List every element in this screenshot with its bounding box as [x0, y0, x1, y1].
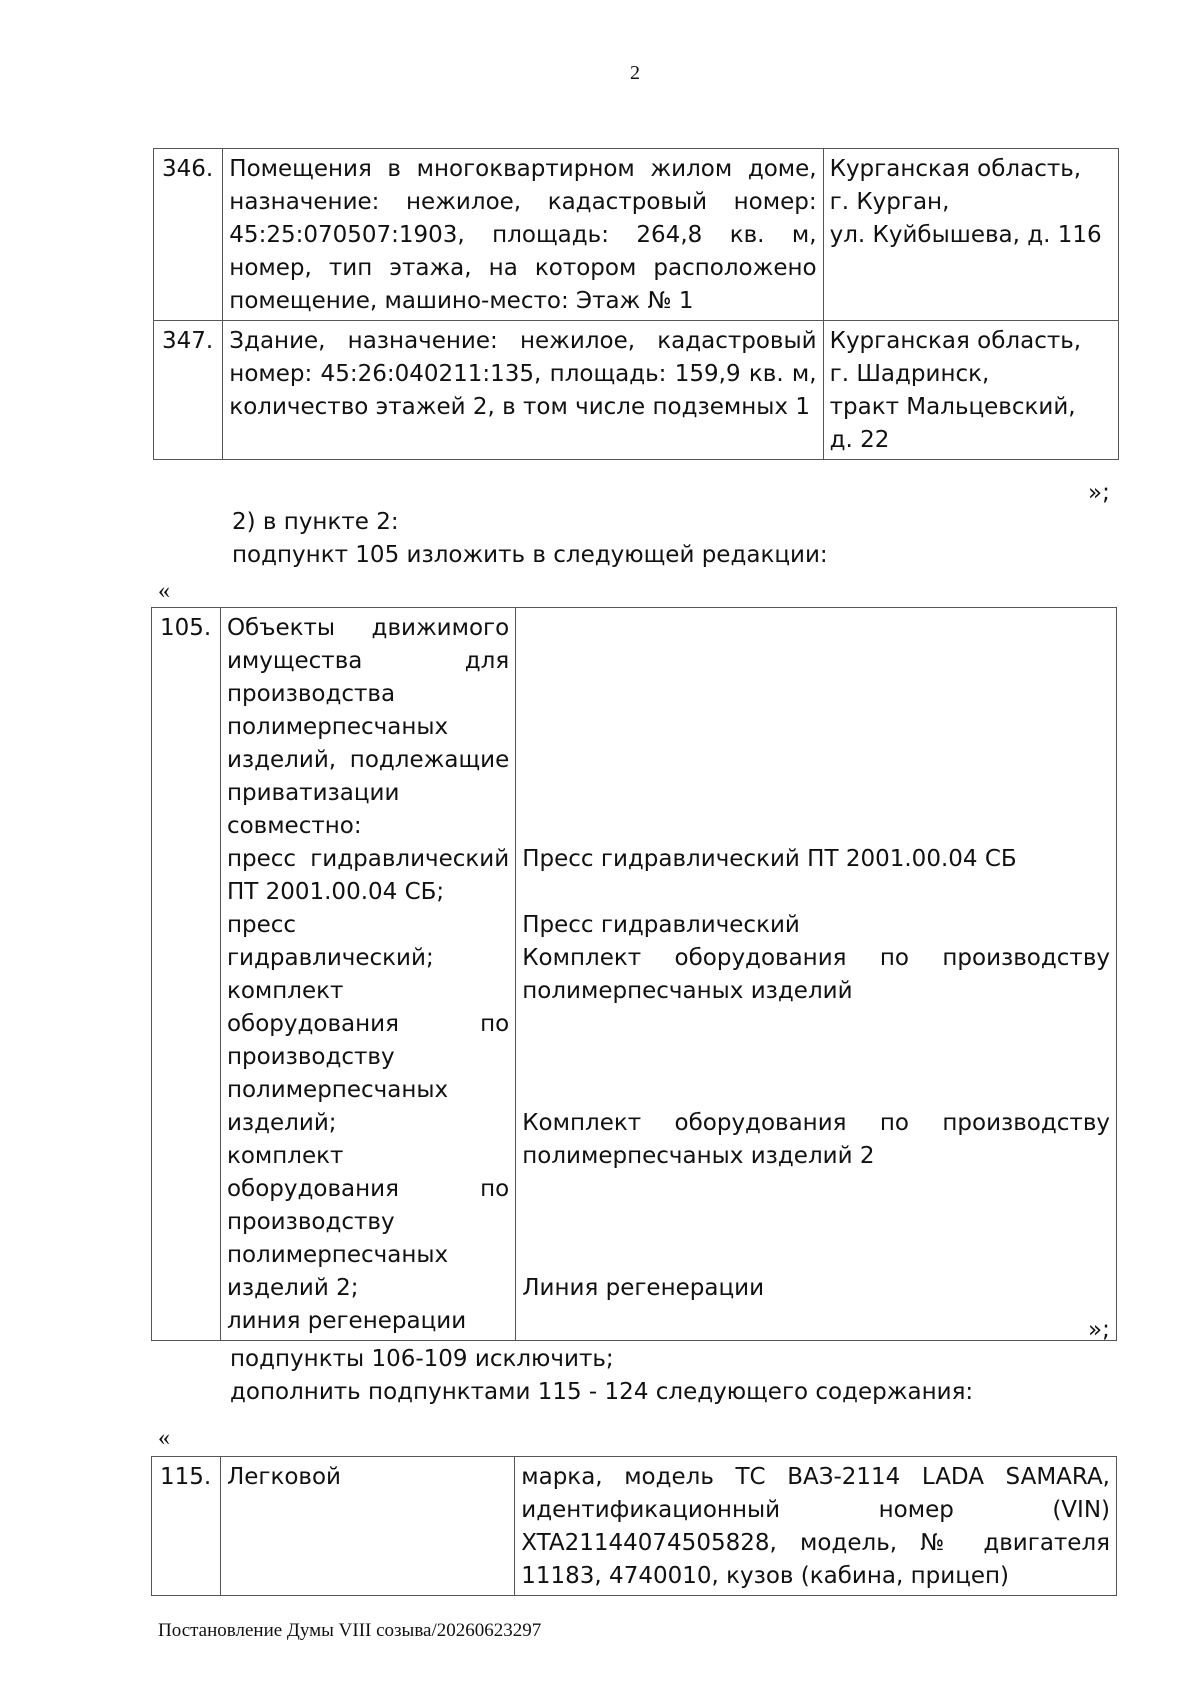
row-number: 346. — [154, 149, 223, 321]
address-line: д. 22 — [829, 427, 890, 453]
closing-quote: »; — [1088, 480, 1110, 506]
list-item: Пресс гидравлический — [522, 912, 800, 938]
address-line: г. Шадринск, — [829, 361, 990, 387]
property-address — [823, 149, 1118, 321]
property-description: Здание, назначение: нежилое, кадастровый номер: 45:26:040211:135, площадь: 159,9 кв. м, количество этажей 2, в том числе подземных 1 — [223, 321, 823, 460]
list-item: Объекты движимого имущества для производства полимерпесчаных изделий, подлежащие приватизации совместно: — [226, 615, 510, 839]
address-line: Курганская область, — [829, 156, 1082, 182]
property-description: Помещения в многоквартирном жилом доме, назначение: нежилое, кадастровый номер: 45:25:070507:1903, площадь: 264,8 кв. м, номер, тип этажа, на котором расположено помещение, машино-место: Этаж № 1 — [223, 149, 823, 321]
list-item: Комплект оборудования по производству полимерпесчаных изделий 2 — [522, 1110, 1110, 1169]
opening-quote: « — [158, 578, 170, 604]
opening-quote: « — [158, 1425, 170, 1451]
paragraph: 2) в пункте 2: — [232, 509, 399, 535]
closing-quote: »; — [1088, 1317, 1110, 1343]
list-item: Комплект оборудования по производству полимерпесчаных изделий — [522, 945, 1110, 1004]
list-item: линия регенерации — [226, 1308, 467, 1334]
page-number: 2 — [630, 62, 640, 84]
table-row — [152, 608, 1117, 1341]
row-number: 115. — [152, 1457, 221, 1596]
address-line: Курганская область, — [829, 328, 1082, 354]
vehicle-details: марка, модель ТС ВАЗ-2114 LADA SAMARA, идентификационный номер (VIN) XTA21144074505828, модель, № двигателя 11183, 4740010, кузов (кабина, прицеп) — [515, 1457, 1117, 1596]
vehicle-name: Легковой — [220, 1457, 514, 1596]
list-item: Линия регенерации — [522, 1275, 765, 1301]
list-item: пресс гидравлический ПТ 2001.00.04 СБ; — [226, 846, 510, 905]
table-row — [152, 1457, 1117, 1596]
table-row — [154, 321, 1119, 460]
row-number: 347. — [154, 321, 223, 460]
paragraph: подпункт 105 изложить в следующей редакции: — [232, 542, 828, 568]
movable-property-table — [151, 607, 1117, 1341]
paragraph: подпункты 106-109 исключить; — [230, 1346, 614, 1372]
property-list — [220, 608, 515, 1341]
table-row — [154, 149, 1119, 321]
list-item: Пресс гидравлический ПТ 2001.00.04 СБ — [522, 846, 1017, 872]
property-address — [823, 321, 1118, 460]
address-line: г. Курган, — [829, 189, 950, 215]
row-number: 105. — [152, 608, 221, 1341]
list-item: пресс гидравлический; — [226, 912, 434, 971]
address-line: тракт Мальцевский, — [829, 394, 1076, 420]
property-names — [516, 608, 1117, 1341]
list-item: комплект оборудования по производству полимерпесчаных изделий; — [226, 978, 510, 1136]
paragraph: дополнить подпунктами 115 - 124 следующего содержания: — [230, 1379, 974, 1405]
footer-document-id: Постановление Думы VIII созыва/20260623297 — [158, 1620, 542, 1641]
property-table — [153, 148, 1119, 460]
list-item: комплект оборудования по производству полимерпесчаных изделий 2; — [226, 1143, 510, 1301]
address-line: ул. Куйбышева, д. 116 — [829, 222, 1102, 248]
vehicle-table — [151, 1456, 1117, 1596]
